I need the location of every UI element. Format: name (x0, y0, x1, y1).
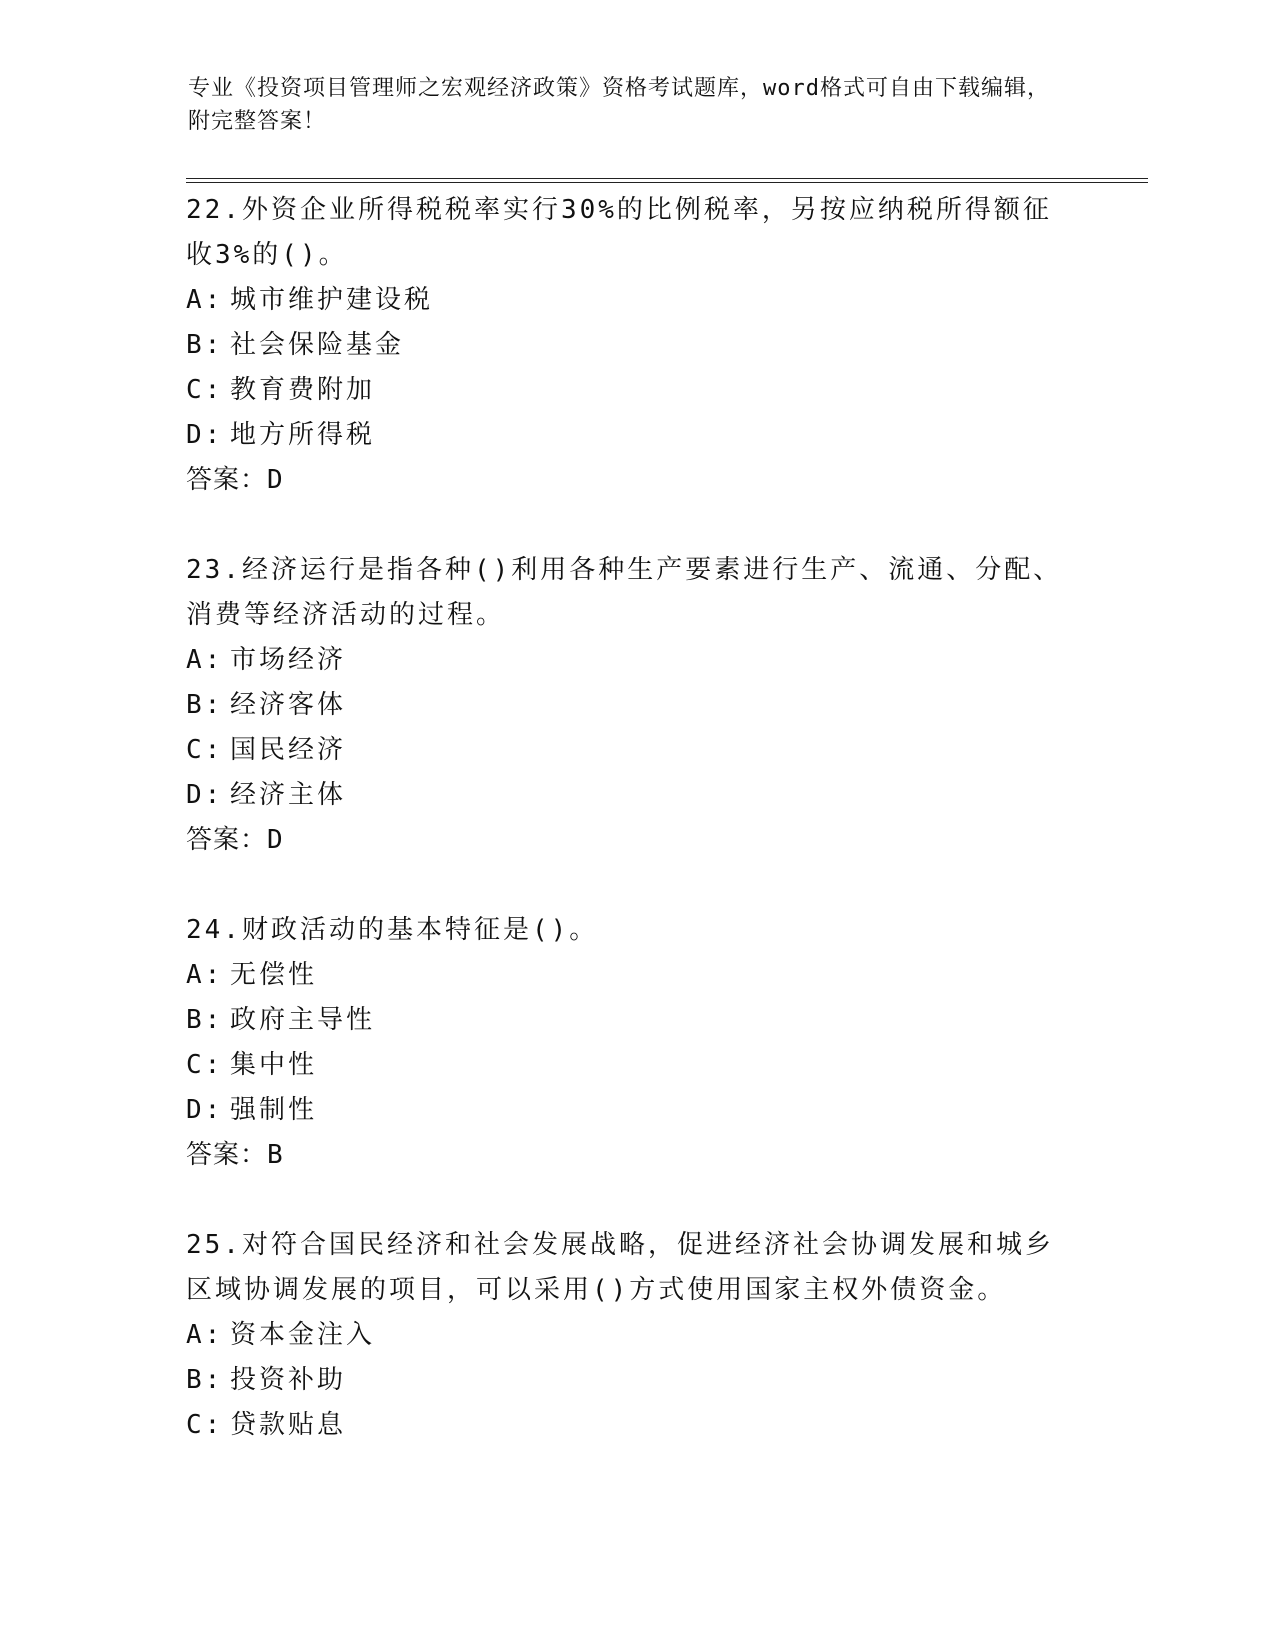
option-a (186, 278, 1086, 323)
option-c (186, 368, 1086, 413)
question-24 (186, 908, 1086, 1178)
option-text: 国民经济 (230, 735, 347, 765)
option-b (186, 998, 1086, 1043)
answer-line: 答案：D (186, 825, 284, 855)
answer-line: 答案：D (186, 465, 284, 495)
option-text: 社会保险基金 (230, 330, 405, 360)
option-text: 地方所得税 (230, 420, 376, 450)
question-23 (186, 548, 1086, 863)
question-text: 22.外资企业所得税税率实行30%的比例税率，另按应纳税所得额征收3%的()。 (186, 195, 1052, 270)
option-letter: D: (186, 1095, 224, 1125)
option-letter: D: (186, 780, 224, 810)
option-text: 政府主导性 (230, 1005, 376, 1035)
option-a (186, 638, 1086, 683)
option-letter: C: (186, 375, 224, 405)
option-text: 经济客体 (230, 690, 347, 720)
option-letter: A: (186, 285, 224, 315)
option-letter: B: (186, 1005, 224, 1035)
option-c (186, 728, 1086, 773)
option-b (186, 323, 1086, 368)
option-d (186, 773, 1086, 818)
option-text: 无偿性 (230, 960, 318, 990)
question-text: 25.对符合国民经济和社会发展战略，促进经济社会协调发展和城乡区域协调发展的项目，可以采用()方式使用国家主权外债资金。 (186, 1230, 1054, 1305)
option-text: 市场经济 (230, 645, 347, 675)
option-letter: B: (186, 1365, 224, 1395)
option-text: 教育费附加 (230, 375, 376, 405)
question-text: 24.财政活动的基本特征是()。 (186, 915, 599, 945)
document-header: 专业《投资项目管理师之宏观经济政策》资格考试题库，word格式可自由下载编辑，附完整答案！ (188, 76, 1050, 134)
option-letter: A: (186, 645, 224, 675)
option-d (186, 1088, 1086, 1133)
option-text: 资本金注入 (230, 1320, 376, 1350)
option-text: 贷款贴息 (230, 1410, 347, 1440)
option-a (186, 1313, 1086, 1358)
question-text: 23.经济运行是指各种()利用各种生产要素进行生产、流通、分配、消费等经济活动的过程。 (186, 555, 1063, 630)
option-d (186, 413, 1086, 458)
option-letter: C: (186, 1410, 224, 1440)
option-letter: A: (186, 1320, 224, 1350)
option-letter: C: (186, 1050, 224, 1080)
option-b (186, 683, 1086, 728)
option-text: 城市维护建设税 (230, 285, 434, 315)
option-text: 投资补助 (230, 1365, 347, 1395)
option-letter: A: (186, 960, 224, 990)
option-text: 经济主体 (230, 780, 347, 810)
answer-line: 答案：B (186, 1140, 284, 1170)
option-c (186, 1403, 1086, 1448)
option-letter: B: (186, 330, 224, 360)
option-b (186, 1358, 1086, 1403)
option-c (186, 1043, 1086, 1088)
option-letter: C: (186, 735, 224, 765)
question-25 (186, 1223, 1086, 1448)
question-22 (186, 188, 1086, 503)
option-text: 集中性 (230, 1050, 318, 1080)
option-a (186, 953, 1086, 998)
question-list (186, 188, 1086, 1493)
option-letter: B: (186, 690, 224, 720)
option-text: 强制性 (230, 1095, 318, 1125)
header-divider (186, 178, 1148, 183)
option-letter: D: (186, 420, 224, 450)
